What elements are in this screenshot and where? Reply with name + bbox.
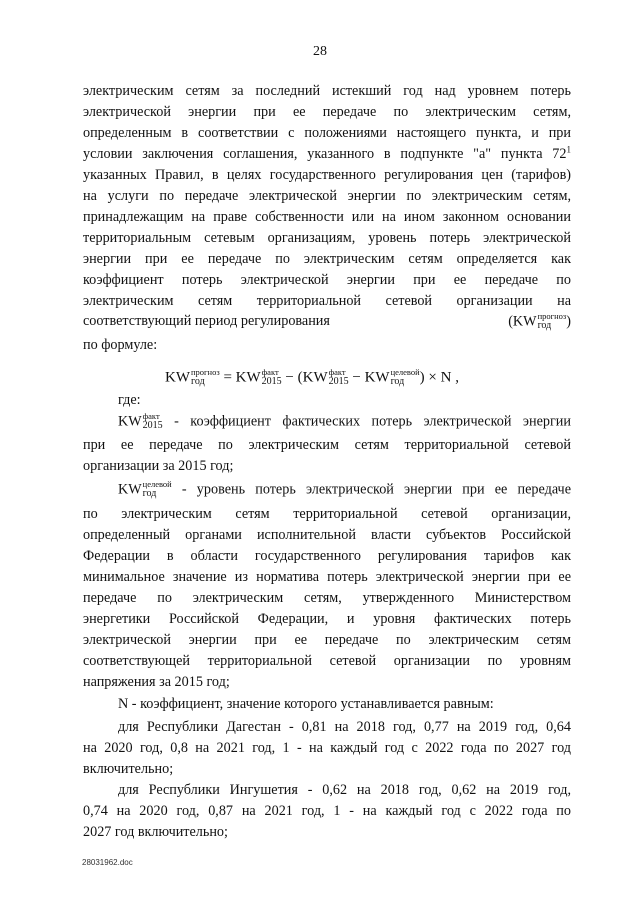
paragraph-line: принадлежащим на праве собственности или на ином законном основании bbox=[83, 209, 571, 225]
dagestan-line: на 2020 год, 0,8 на 2021 год, 1 - на каждый год с 2022 года по 2027 год bbox=[83, 740, 571, 756]
ingushetia-line: для Республики Ингушетия - 0,62 на 2018 год, 0,62 на 2019 год, bbox=[118, 782, 571, 798]
dagestan-line: включительно; bbox=[83, 761, 174, 777]
by-formula-label: по формуле: bbox=[83, 337, 158, 353]
formula-lhs: KW прогноз год bbox=[165, 367, 220, 387]
line-text: условии заключения соглашения, указанного в подпункте "а" пункта 72 bbox=[83, 146, 567, 162]
definition-line: электрической энергии при ее передаче по электрическим сетям bbox=[83, 632, 571, 648]
footnote-superscript: 1 bbox=[566, 144, 571, 155]
formula-equals: = bbox=[223, 369, 232, 386]
definition-line: минимальное значение из норматива потерь электрической энергии при ее bbox=[83, 569, 571, 585]
definition-line: энергетики Российской Федерации, и уровня фактических потерь bbox=[83, 611, 571, 627]
paragraph-line: электрической энергии при ее передаче по электрическим сетям, bbox=[83, 104, 571, 120]
paragraph-line bbox=[83, 145, 571, 163]
line-text: соответствующий период регулирования bbox=[83, 313, 330, 329]
dagestan-line: для Республики Дагестан - 0,81 на 2018 год, 0,77 на 2019 год, 0,64 bbox=[118, 719, 571, 735]
definition-line: организации за 2015 год; bbox=[83, 458, 234, 474]
formula-term1: KW факт 2015 bbox=[235, 367, 282, 387]
paragraph-line: электрическим сетям территориальной сетевой организации на bbox=[83, 293, 571, 309]
paragraph-line: территориальным сетевым организациям, уровень потерь электрической bbox=[83, 230, 571, 246]
definition-kw-target: KW целевой год - уровень потерь электрической энергии при ее передаче bbox=[118, 479, 571, 499]
footer-filename: 28031962.doc bbox=[82, 858, 133, 867]
definition-line: при ее передаче по электрическим сетям территориальной сетевой bbox=[83, 437, 571, 453]
definition-line: Федерации в области государственного регулирования тарифов как bbox=[83, 548, 571, 564]
paragraph-line: электрическим сетям за последний истекший год над уровнем потерь bbox=[83, 83, 571, 99]
definition-line: соответствующей территориальной сетевой организации по уровням bbox=[83, 653, 571, 669]
paragraph-line: на услуги по передаче электрической энергии по электрическим сетям, bbox=[83, 188, 571, 204]
paragraph-line: определенным в соответствии с положениями настоящего пункта, и при bbox=[83, 125, 571, 141]
definition-line: по электрическим сетям территориальной сетевой организации, bbox=[83, 506, 571, 522]
definition-line: передаче по электрическим сетям, утвержденного Министерством bbox=[83, 590, 571, 606]
formula-term2: − (KW факт 2015 bbox=[285, 367, 349, 387]
formula bbox=[165, 368, 459, 388]
ingushetia-line: 2027 год включительно; bbox=[83, 824, 228, 840]
formula-tail: ) × N , bbox=[419, 369, 459, 386]
kw-forecast-symbol: (KW прогноз год ) bbox=[508, 311, 571, 331]
paragraph-line: коэффициент потерь электрической энергии при ее передаче по bbox=[83, 272, 571, 288]
paragraph-line: энергии при ее передаче по электрическим сетям определяется как bbox=[83, 251, 571, 267]
n-definition: N - коэффициент, значение которого устанавливается равным: bbox=[118, 696, 494, 712]
ingushetia-line: 0,74 на 2020 год, 0,87 на 2021 год, 1 - на каждый год с 2022 года по bbox=[83, 803, 571, 819]
definition-line: напряжения за 2015 год; bbox=[83, 674, 230, 690]
where-label: где: bbox=[118, 392, 141, 408]
paragraph-line bbox=[83, 312, 571, 332]
paragraph-line: указанных Правил, в целях государственного регулирования цен (тарифов) bbox=[83, 167, 571, 183]
formula-term3: − KW целевой год bbox=[352, 367, 420, 387]
definition-kw-fact: KW факт 2015 - коэффициент фактических потерь электрической энергии bbox=[118, 411, 571, 431]
definition-line: определенный органами исполнительной власти субъектов Российской bbox=[83, 527, 571, 543]
page-number: 28 bbox=[313, 44, 327, 59]
